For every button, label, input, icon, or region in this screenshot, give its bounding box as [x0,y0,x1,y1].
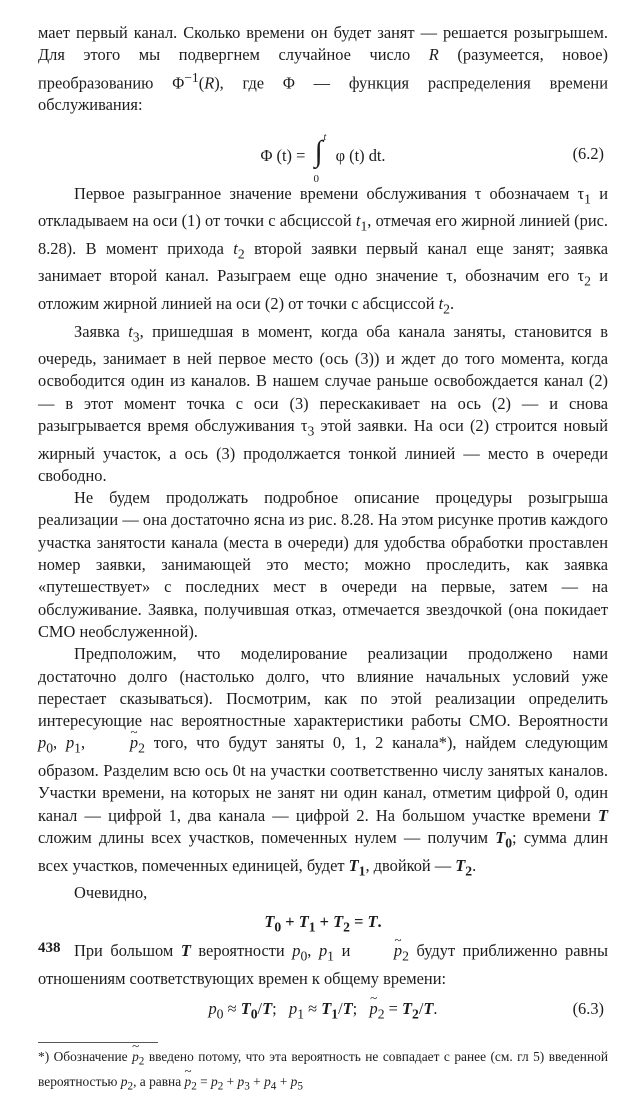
eq62-integrand: φ (t) dt. [335,145,386,165]
paragraph-2: Первое разыгранное значение времени обслуживания τ обозначаем $\tau_1$ и откладываем на оси (1) от точки с абсциссой $t_1$, отмечая его жирной линией (рис. 8.28). В момент прихода $t_2$ второй заявки первый канал еще занят; заявка занимает второй канал. Разыграем еще одно значение τ, обозначим его $\tau_2$ и отложим жирной линией на оси (2) от точки с абсциссой $t_2$. [38,183,609,317]
integral-sign: ∫ t 0 [313,131,327,186]
paragraph-1: мает первый канал. Сколько времени он будет занят — решается розыгрышем. Для этого мы подвергнем случайное число R (разумеется, новое) преобразованию $\Phi^{-1}(R)$, где Φ — функция распределения времени обслуживания: [38,23,608,115]
paragraph-6: Очевидно, [74,883,148,903]
footnote-rule [38,1042,158,1043]
sum-equation: $T_0 + T_1 + T_2 = T$. [264,912,382,935]
paragraph-3: Заявка $t_3$, пришедшая в момент, когда оба канала заняты, становится в очередь, занимает в ней первое место (ось (3)) и ждет до того момента, когда освободится один из каналов. В нашем случае раньше освобождается канал (2) — в этот момент точка с оси (3) перескакивает на ось (2) — и снова разыгрывается время обслуживания $\tau_3$ этой заявки. На оси (2) строится новый жирный участок, а ось (3) продолжается тонкой линией — место в очереди свободно. [38,321,609,485]
eq62-lhs: Φ (t) = [260,145,306,165]
paragraph-5: Предположим, что моделирование реализации продолжено нами достаточно долго (настолько долго, что влияние начальных условий уже перестает сказываться). Посмотрим, как по этой реализации определить интересующие нас вероятностные характеристики работы СМО. Вероятности $p_0$, $p_1$, ~ $p_2$ того, что будут заняты 0, 1, 2 канала*), найдем следующим образом. Разделим всю ось 0t на участки соответственно числу занятых каналов. Участки времени, на которых не занят ни один канал, отметим цифрой 0, один канал — цифрой 1, два канала — цифрой 2. На большом участке времени T сложим длины всех участков, помеченных нулем — получим $T_0$; сумма длин всех участков, помеченных единицей, будет $T_1$, двойкой — $T_2$. [38,643,608,882]
paragraph-4: Не будем продолжать подробное описание процедуры розыгрыша реализации — она достаточно ясна из рис. 8.28. На этом рисунке против каждого участка занятости канала (места в очереди) для удобства обработки проставлен номер заявки, занимающей это место; можно проследить, как заявка «путешествует» с последних мест в очереди на первые, затем — на обслуживание. Заявка, получившая отказ, отмечается звездочкой (она покидает СМО необслуженной). [38,488,608,641]
page-body [38,22,608,1097]
equation-6-2 [38,117,608,186]
page-number: 438 [38,940,61,956]
footnote: *) Обозначение ~ $p_2$ введено потому, что эта вероятность не совпадает с ранее (см. гл 5) введенной вероятностью $p_2$, а равна ~ $p_2 = p_2 + p_3 + p_4 + p_5$ [38,1047,608,1096]
paragraph-7: При большом T вероятности $p_0$, $p_1$ и ~ $p_2$ будут приближенно равны отношениям соответствующих времен к общему времени: [38,940,608,990]
equation-number: (6.3) [572,999,604,1019]
equation-number: (6.2) [572,143,604,163]
equation-6-3: $p_0 \approx T_0/T$; $p_1 \approx T_1/T$; ~ $p_2 = T_2/T$. (6.3) [38,990,608,1026]
